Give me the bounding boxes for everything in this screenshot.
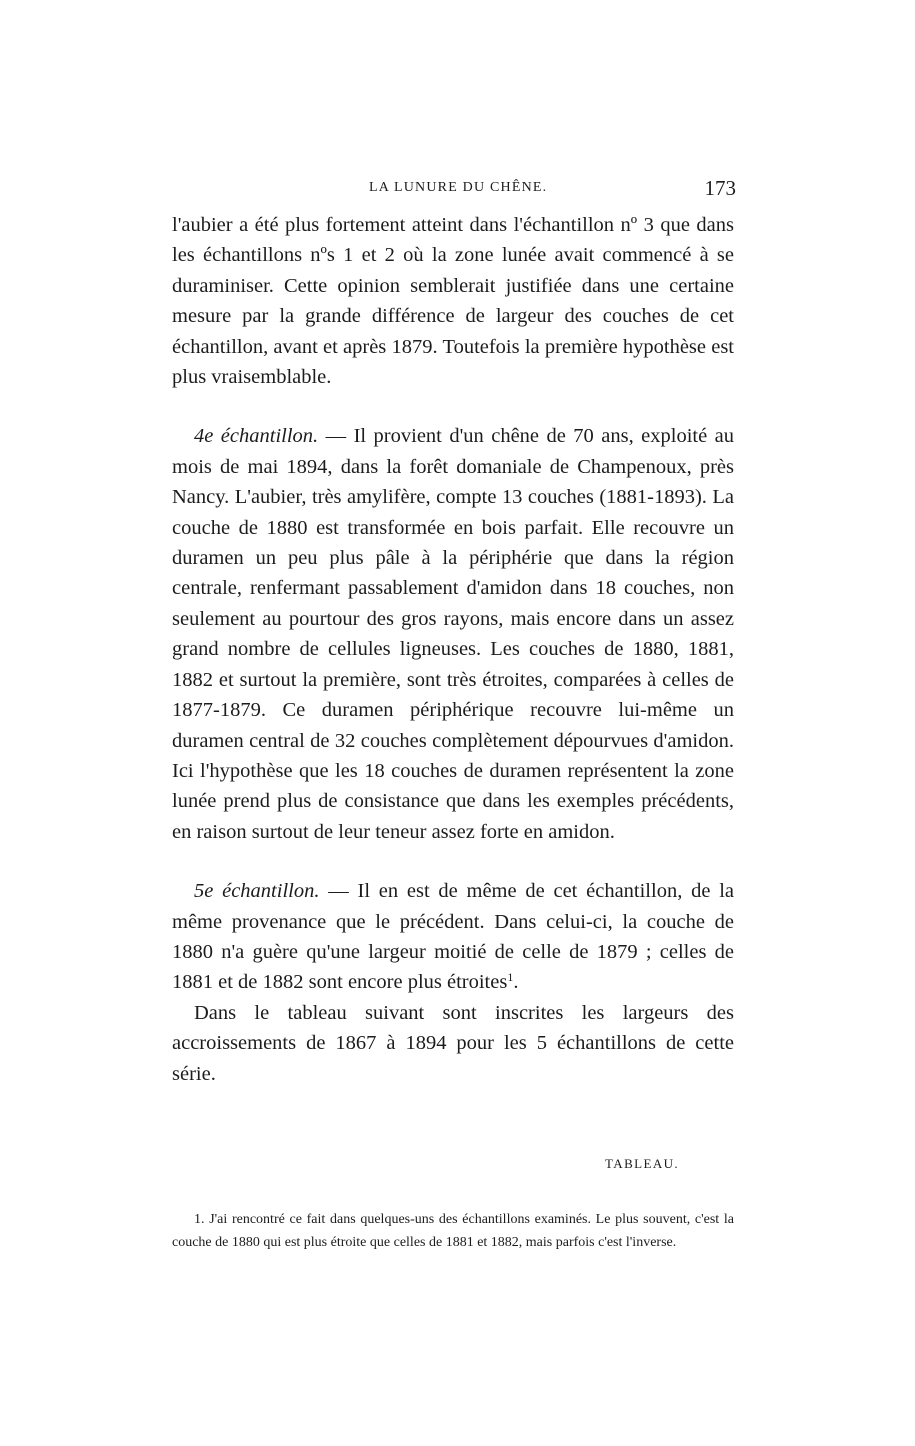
- sample-4-text: — Il provient d'un chêne de 70 ans, exploité au mois de mai 1894, dans la forêt domaniale de Champenoux, près Nancy. L'aubier, très amylifère, compte 13 couches (1881-1893). La couche de 1880 est transformée en bois parfait. Elle recouvre un duramen un peu plus pâle à la périphérie que dans la région centrale, renfermant passablement d'amidon dans 18 couches, non seulement au pourtour des gros rayons, mais encore dans un assez grand nombre de cellules ligneuses. Les couches de 1880, 1881, 1882 et surtout la première, sont très étroites, comparées à celles de 1877-1879. Ce duramen périphérique recouvre lui-même un duramen central de 32 couches complètement dépourvues d'amidon. Ici l'hypothèse que les 18 couches de duramen représentent la zone lunée prend plus de consistance que dans les exemples précédents, en raison surtout de leur teneur assez forte en amidon.: [172, 425, 734, 843]
- paragraph-sample-4: [172, 421, 734, 847]
- sample-4-label: 4e échantillon.: [194, 425, 319, 448]
- sample-5-label: 5e échantillon.: [194, 880, 320, 903]
- footnote: 1. J'ai rencontré ce fait dans quelques-uns des échantillons examinés. Le plus souvent, c'est la couche de 1880 qui est plus étroite que celles de 1881 et 1882, mais parfois c'est l'inverse.: [172, 1212, 734, 1250]
- body-text: [172, 210, 734, 1089]
- paragraph-sample-5: [172, 876, 734, 998]
- paragraph-table-intro: Dans le tableau suivant sont inscrites les largeurs des accroissements de 1867 à 1894 pour les 5 échantillons de cette série.: [172, 1001, 734, 1085]
- sample-5-end: .: [513, 971, 519, 994]
- sample-5-text: — Il en est de même de cet échantillon, de la même provenance que le précédent. Dans celui-ci, la couche de 1880 n'a guère qu'une largeur moitié de celle de 1879 ; celles de 1881 et de 1882 sont encore plus étroites: [172, 880, 734, 994]
- table-caption: TABLEAU.: [605, 1156, 680, 1171]
- running-title: LA LUNURE DU CHÊNE.: [369, 180, 548, 195]
- paragraph-continuation: l'aubier a été plus fortement atteint dans l'échantillon nº 3 que dans les échantillons nºs 1 et 2 où la zone lunée avait commencé à se duraminiser. Cette opinion semblerait justifiée dans une certaine mesure par la grande différence de largeur des couches de cet échantillon, avant et après 1879. Toutefois la première hypothèse est plus vraisemblable.: [172, 214, 734, 389]
- page-number: 173: [704, 176, 736, 200]
- running-head: [172, 178, 736, 202]
- footnote-reference: 1: [507, 970, 514, 985]
